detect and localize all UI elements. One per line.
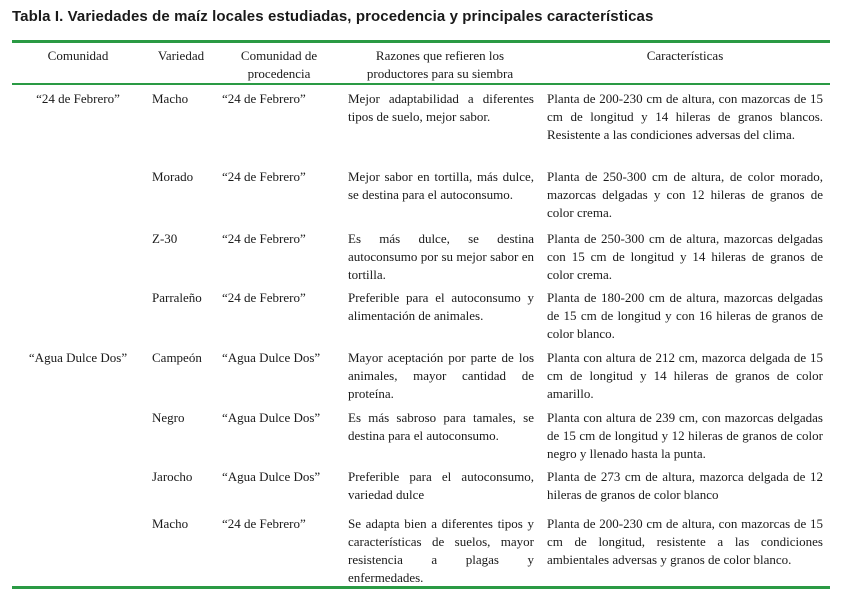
row-5-variedad: Campeón [152,350,202,365]
header-variedad: Variedad [157,48,205,63]
header-procedencia-line2: procedencia [247,66,311,81]
row-1-comunidad: “24 de Febrero” [36,91,120,106]
top-rule [12,40,830,43]
row-5-comunidad: “Agua Dulce Dos” [28,350,128,365]
header-rule [12,83,830,85]
row-6-variedad: Negro [152,410,185,425]
row-1-procedencia: “24 de Febrero” [222,91,306,106]
row-8-procedencia: “24 de Febrero” [222,516,306,531]
table-title: Tabla I. Variedades de maíz locales estudiadas, procedencia y principales características [12,8,654,25]
row-4-variedad: Parraleño [152,290,202,305]
row-8-caracteristicas: Planta de 200-230 cm de altura, con mazorcas de 15 cm de longitud, resistente a las condiciones ambientales adversas y granos de color blanco. [547,516,823,567]
header-razones [342,47,538,83]
row-1-variedad: Macho [152,91,189,106]
row-2-razones: Mejor sabor en tortilla, más dulce, se destina para el autoconsumo. [348,169,534,202]
row-6-procedencia: “Agua Dulce Dos” [222,410,321,425]
row-7-caracteristicas: Planta de 273 cm de altura, mazorca delgada de 12 hileras de granos de color blanco [547,469,823,502]
header-comunidad: Comunidad [47,48,109,63]
row-5-caracteristicas: Planta con altura de 212 cm, mazorca delgada de 15 cm de longitud y 14 hileras de granos de color amarillo. [547,350,823,401]
row-6-razones: Es más sabroso para tamales, se destina para el autoconsumo. [348,410,534,443]
header-procedencia-line1: Comunidad de [240,48,318,63]
row-3-caracteristicas: Planta de 250-300 cm de altura, mazorcas delgadas con 15 cm de longitud y 14 hileras de granos de color crema. [547,231,823,282]
row-8-variedad: Macho [152,516,189,531]
row-4-caracteristicas: Planta de 180-200 cm de altura, mazorcas delgadas de 15 cm de longitud y con 16 hileras de granos de color blanco. [547,290,823,341]
row-6-caracteristicas: Planta con altura de 239 cm, con mazorcas delgadas de 15 cm de longitud y 12 hileras de granos de color negro y llenado hasta la punta. [547,410,823,461]
row-3-variedad: Z-30 [152,231,178,246]
header-procedencia [220,47,338,83]
bottom-rule [12,586,830,589]
row-8-razones: Se adapta bien a diferentes tipos y características de suelos, mayor resistencia a plagas y enfermedades. [348,516,534,585]
row-1-razones: Mejor adaptabilidad a diferentes tipos de suelo, mejor sabor. [348,91,534,124]
row-3-procedencia: “24 de Febrero” [222,231,306,246]
row-3-razones: Es más dulce, se destina autoconsumo por su mejor sabor en tortilla. [348,231,534,282]
row-2-caracteristicas: Planta de 250-300 cm de altura, de color morado, mazorcas delgadas y con 12 hileras de granos de color crema. [547,169,823,220]
row-4-razones: Preferible para el autoconsumo y alimentación de animales. [348,290,534,323]
row-5-razones: Mayor aceptación por parte de los animales, mayor cantidad de proteína. [348,350,534,401]
row-2-procedencia: “24 de Febrero” [222,169,306,184]
row-7-procedencia: “Agua Dulce Dos” [222,469,321,484]
row-2-variedad: Morado [152,169,194,184]
row-4-procedencia: “24 de Febrero” [222,290,306,305]
header-razones-line2: productores para su siembra [366,66,514,81]
row-7-variedad: Jarocho [152,469,193,484]
row-5-procedencia: “Agua Dulce Dos” [222,350,321,365]
row-7-razones: Preferible para el autoconsumo, variedad dulce [348,469,534,502]
header-razones-line1: Razones que refieren los [375,48,505,63]
header-caracteristicas: Características [646,48,724,63]
row-1-caracteristicas: Planta de 200-230 cm de altura, con mazorcas de 15 cm de longitud y 14 hileras de granos blancos. Resistente a las condiciones adversas del clima. [547,91,823,142]
